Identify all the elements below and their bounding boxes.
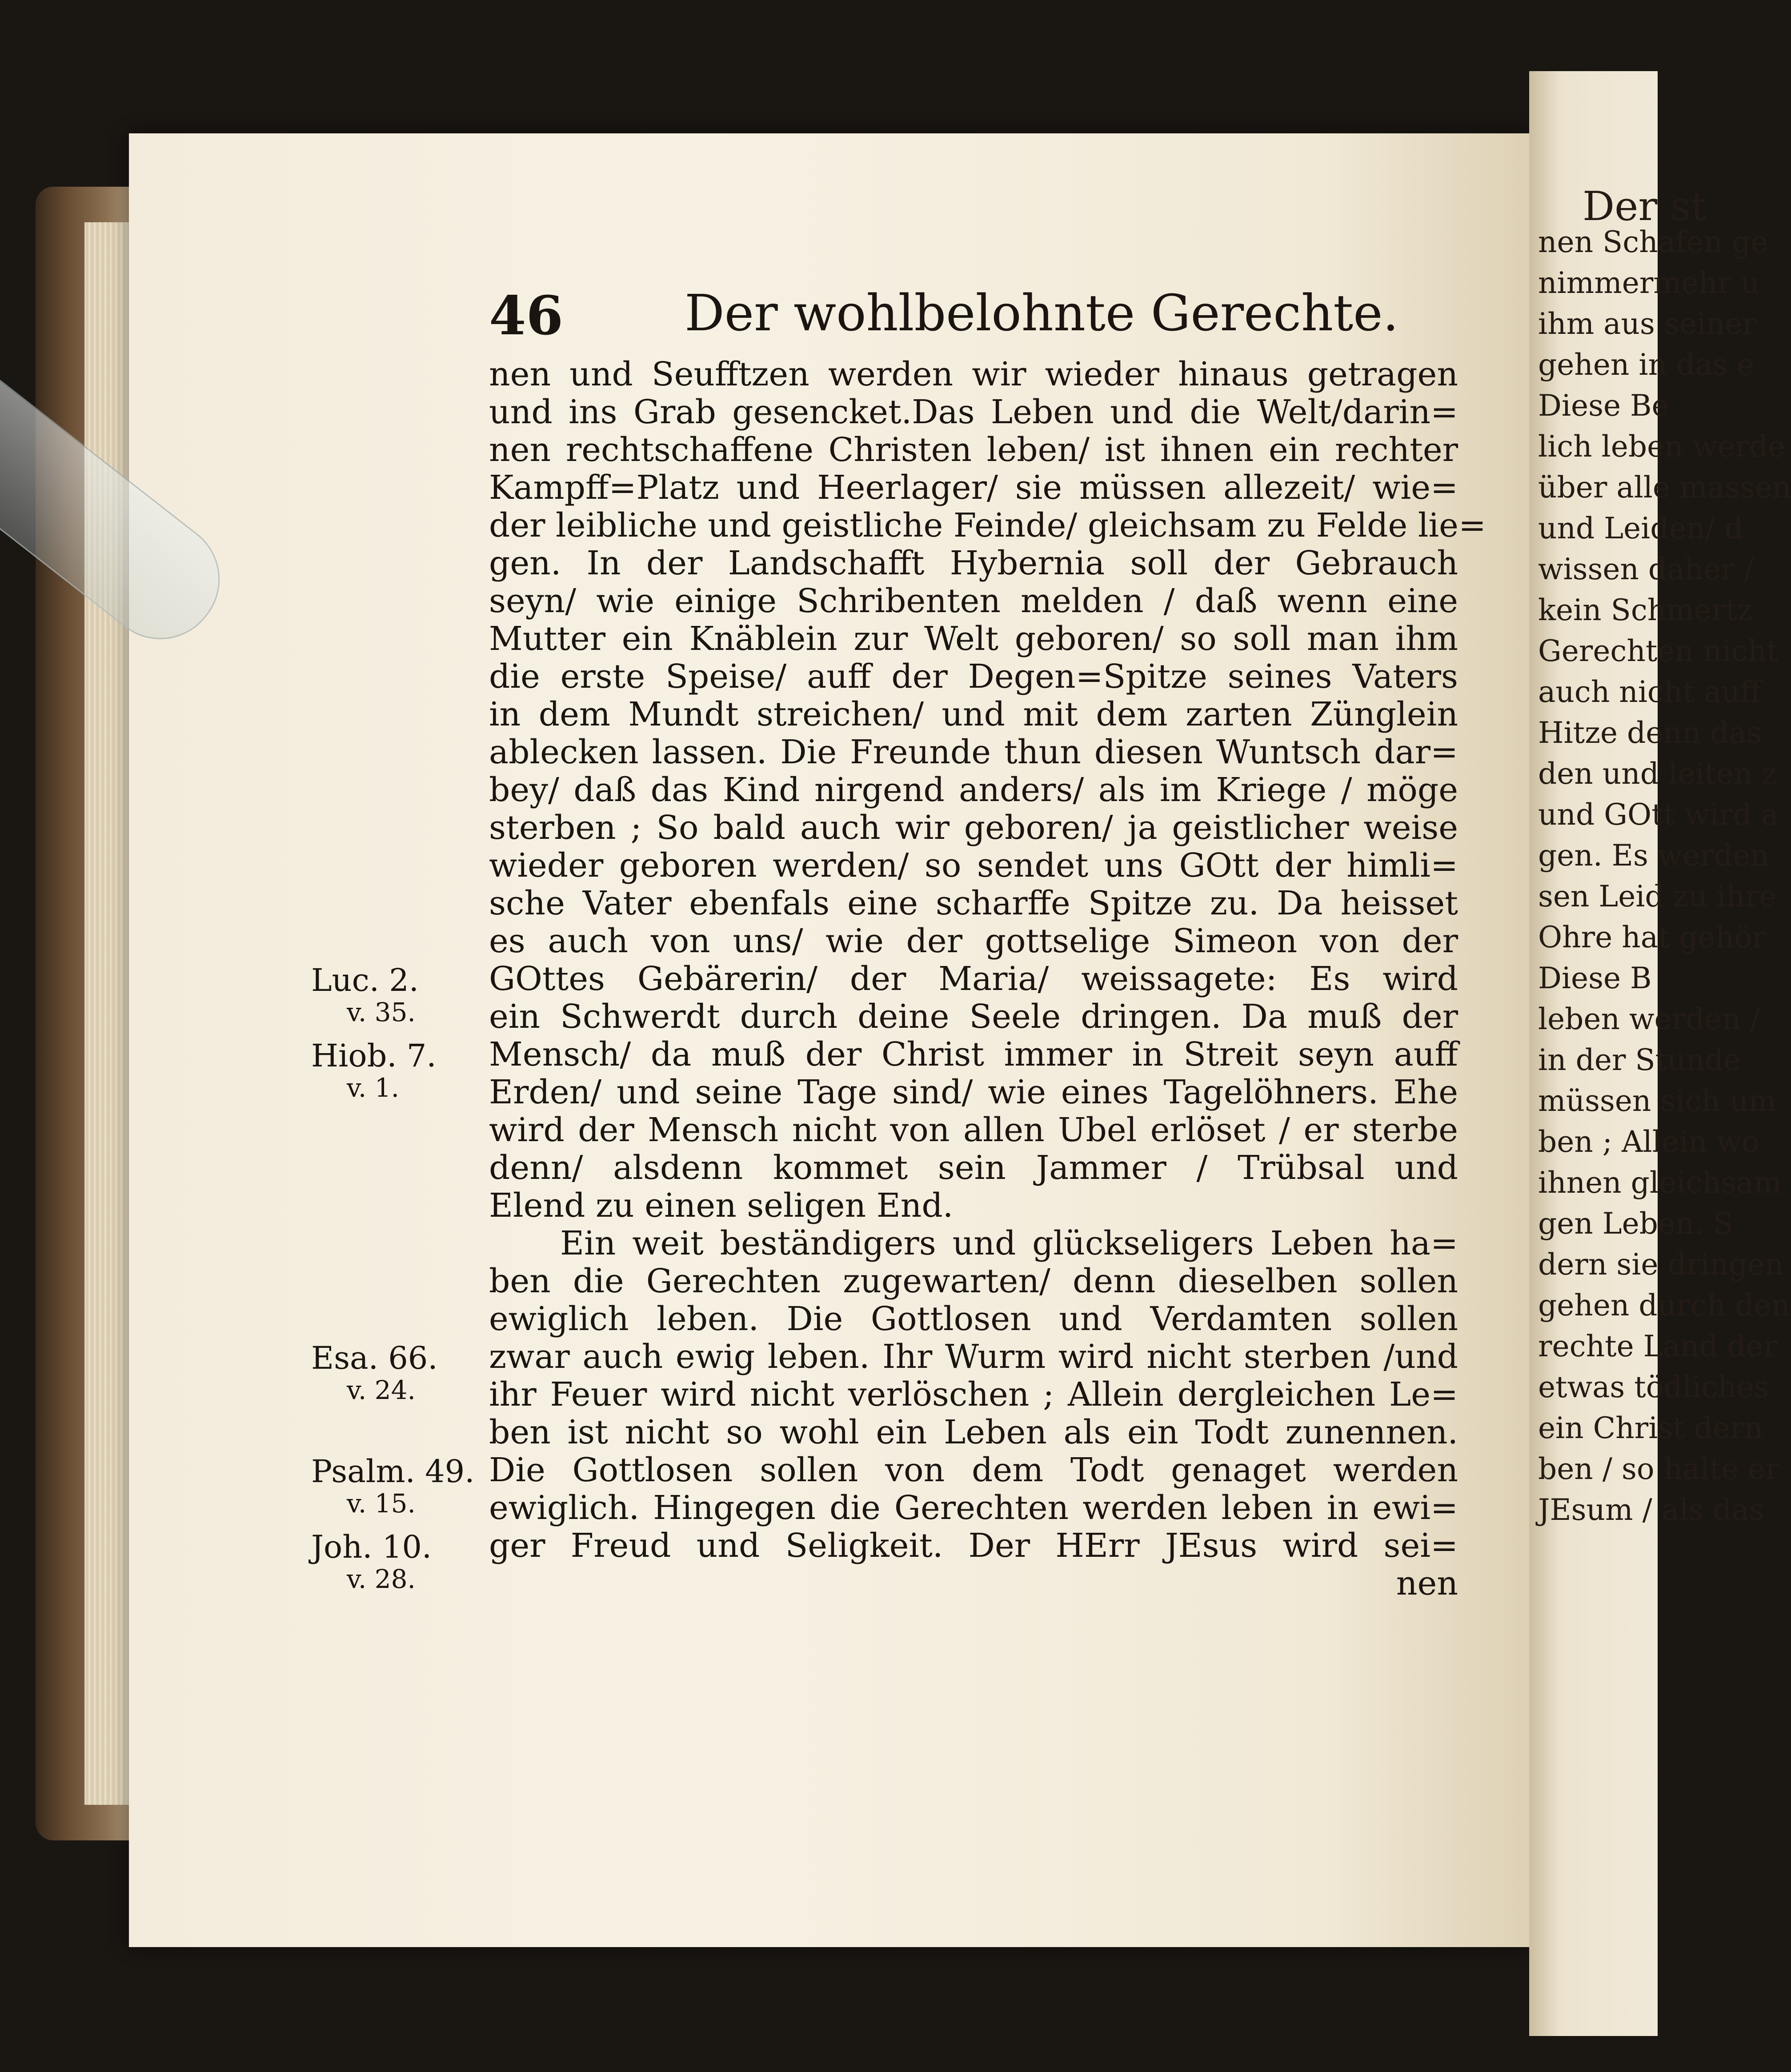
facing-text-line: dern sie dringen — [1538, 1247, 1784, 1282]
facing-text-line: den und leiten z — [1538, 757, 1778, 791]
facing-text-line: gehen in das e — [1538, 348, 1755, 382]
facing-text-line: nen Schafen ge — [1538, 225, 1768, 259]
facing-text-line: und Leiden/ d — [1538, 511, 1743, 545]
text-line: Die Gottlosen sollen von dem Todt genaget werden — [489, 1451, 1458, 1489]
text-line: es auch von uns/ wie der gottselige Simeon von der — [489, 922, 1458, 960]
facing-text-line: ben / so halte er — [1538, 1452, 1779, 1486]
facing-text-line: wissen daher / — [1538, 552, 1754, 586]
text-line: ein Schwerdt durch deine Seele dringen. Da muß der — [489, 998, 1458, 1036]
text-line: und ins Grab gesencket.Das Leben und die Welt/darin= — [489, 393, 1458, 431]
text-line: Elend zu einen seligen End. — [489, 1186, 954, 1225]
text-line: sche Vater ebenfals eine scharffe Spitze zu. Da heisset — [489, 884, 1458, 922]
page-header — [489, 285, 1458, 351]
page-number: 46 — [489, 285, 563, 347]
facing-text-line: etwas tödliches — [1538, 1370, 1769, 1404]
text-line: ewiglich leben. Die Gottlosen und Verdamten sollen — [489, 1300, 1458, 1338]
text-line: nen und Seufftzen werden wir wieder hinaus getragen — [489, 355, 1458, 393]
text-line: der leibliche und geistliche Feinde/ gleichsam zu Felde lie= — [489, 506, 1486, 545]
facing-text-line: müssen sich um — [1538, 1084, 1776, 1118]
facing-text-line: Gerechten nicht — [1538, 634, 1779, 668]
facing-text-line: JEsum / als das — [1538, 1493, 1764, 1527]
running-title: Der wohlbelohnte Gerechte. — [685, 285, 1399, 342]
facing-text-line: kein Schmertz — [1538, 593, 1753, 627]
facing-text-line: gen Leben. S — [1538, 1206, 1733, 1241]
facing-page — [1529, 71, 1791, 2036]
text-line: die erste Speise/ auff der Degen=Spitze seines Vaters — [489, 657, 1458, 696]
text-line: Mensch/ da muß der Christ immer in Streit seyn auff — [489, 1035, 1458, 1074]
facing-text-line: leben werden / — [1538, 1002, 1760, 1036]
body-text — [489, 355, 1486, 1603]
facing-text-line: Diese B — [1538, 961, 1652, 995]
facing-text-line: auch nicht auff — [1538, 675, 1761, 709]
text-line: zwar auch ewig leben. Ihr Wurm wird nicht sterben /und — [489, 1338, 1458, 1376]
facing-text-line: Ohre hat gehör — [1538, 920, 1766, 954]
margin-reference: Joh. 10. — [311, 1529, 432, 1565]
facing-text-line: lich leben werde — [1538, 429, 1786, 464]
text-line: Ein weit beständigers und glückseligers Leben ha= — [560, 1224, 1458, 1262]
facing-text-line: ben ; Allein wo — [1538, 1125, 1759, 1159]
facing-text-line: rechte Land der — [1538, 1329, 1778, 1363]
margin-verse: v. 35. — [347, 997, 416, 1027]
margin-verse: v. 24. — [347, 1375, 416, 1405]
margin-verse: v. 1. — [347, 1073, 400, 1103]
text-line: GOttes Gebärerin/ der Maria/ weissagete: Es wird — [489, 960, 1458, 998]
text-line: ablecken lassen. Die Freunde thun diesen Wuntsch dar= — [489, 733, 1458, 771]
facing-text-line: nimmermehr u — [1538, 266, 1760, 300]
text-line: Mutter ein Knäblein zur Welt geboren/ so soll man ihm — [489, 620, 1458, 658]
text-line: bey/ daß das Kind nirgend anders/ als im Kriege / möge — [489, 771, 1458, 809]
facing-text-line: sen Leid zu ihre — [1538, 879, 1777, 914]
text-line: ben die Gerechten zugewarten/ denn dieselben sollen — [489, 1262, 1458, 1300]
facing-text-line: ihm aus seiner — [1538, 307, 1757, 341]
facing-text-line: in der Stunde — [1538, 1043, 1741, 1077]
facing-text-line: gen. Es werden — [1538, 838, 1769, 873]
facing-text-line: Hitze denn das — [1538, 716, 1762, 750]
text-line: sterben ; So bald auch wir geboren/ ja geistlicher weise — [489, 809, 1458, 847]
facing-text-line: gehen durch den — [1538, 1288, 1790, 1323]
text-line: Erden/ und seine Tage sind/ wie eines Tagelöhners. Ehe — [489, 1073, 1458, 1111]
text-line: in dem Mundt streichen/ und mit dem zarten Zünglein — [489, 695, 1458, 733]
margin-reference: Luc. 2. — [311, 962, 419, 998]
facing-text-line: ein Christ dern — [1538, 1411, 1763, 1445]
facing-text-line: Der st — [1583, 183, 1707, 230]
text-line: wieder geboren werden/ so sendet uns GOtt der himli= — [489, 846, 1458, 885]
margin-verse: v. 15. — [347, 1488, 416, 1519]
text-line: Kampff=Platz und Heerlager/ sie müssen allezeit/ wie= — [489, 469, 1458, 507]
text-line: wird der Mensch nicht von allen Ubel erlöset / er sterbe — [489, 1111, 1458, 1149]
margin-verse: v. 28. — [347, 1564, 416, 1594]
text-line: gen. In der Landschafft Hybernia soll der Gebrauch — [489, 544, 1458, 582]
text-line: nen rechtschaffene Christen leben/ ist ihnen ein rechter — [489, 431, 1458, 469]
facing-text-line: ihnen gleichsam — [1538, 1166, 1782, 1200]
facing-text-line: und GOtt wird a — [1538, 798, 1779, 832]
text-line: denn/ alsdenn kommet sein Jammer / Trübsal und — [489, 1149, 1458, 1187]
text-line: ewiglich. Hingegen die Gerechten werden leben in ewi= — [489, 1489, 1458, 1527]
text-line: nen — [1396, 1564, 1458, 1603]
text-line: ben ist nicht so wohl ein Leben als ein Todt zunennen. — [489, 1413, 1458, 1451]
facing-text-line: Diese Be — [1538, 389, 1669, 423]
margin-reference: Hiob. 7. — [311, 1038, 437, 1074]
facing-text-line: über alle massen — [1538, 470, 1791, 505]
margin-reference: Esa. 66. — [311, 1340, 438, 1376]
margin-reference: Psalm. 49. — [311, 1453, 475, 1490]
text-line: seyn/ wie einige Schribenten melden / daß wenn eine — [489, 582, 1458, 620]
text-line: ger Freud und Seligkeit. Der HErr JEsus wird sei= — [489, 1527, 1458, 1565]
text-line: ihr Feuer wird nicht verlöschen ; Allein dergleichen Le= — [489, 1375, 1458, 1414]
